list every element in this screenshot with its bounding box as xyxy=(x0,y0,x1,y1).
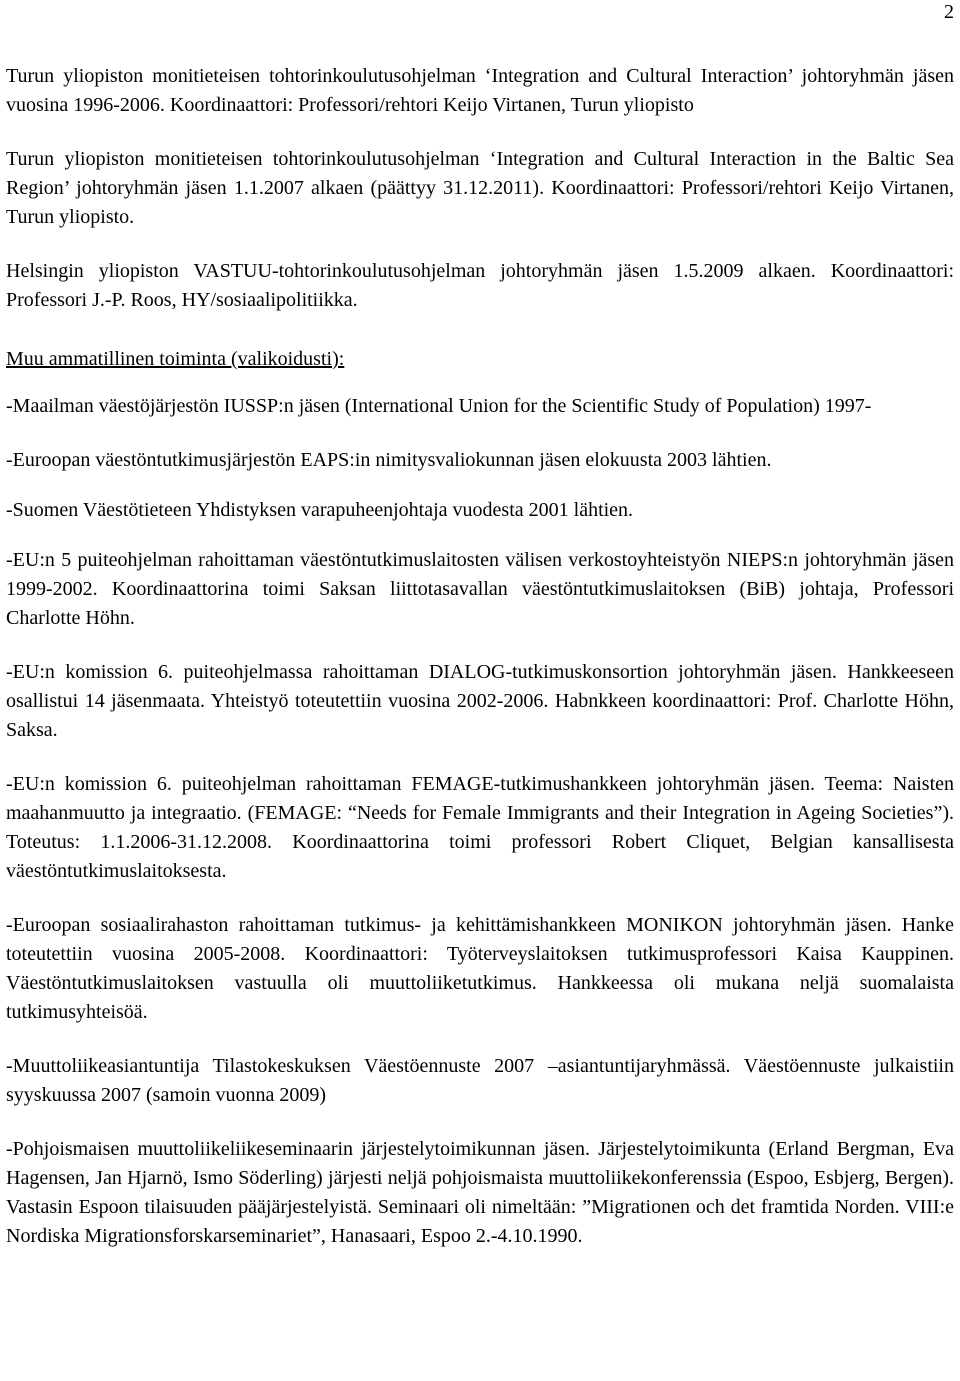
activity-entry: -Suomen Väestötieteen Yhdistyksen varapuheenjohtaja vuodesta 2001 lähtien. xyxy=(6,499,634,521)
activity-entry: -Maailman väestöjärjestön IUSSP:n jäsen (International Union for the Scientific Study of Population) 1997- xyxy=(6,395,872,417)
activity-entry: -EU:n 5 puiteohjelman rahoittaman väestöntutkimuslaitosten välisen verkostoyhteistyön NIEPS:n johtoryhmän jäsen 1999-2002. Koordinaattorina toimi Saksan liittotasavallan väestöntutkimuslaitoksen (BiB) johtaja, Professori Charlotte Höhn. xyxy=(6,549,954,629)
activity-entry: -Pohjoismaisen muuttoliikeliikeseminaarin järjestelytoimikunnan jäsen. Järjestelytoimikunta (Erland Bergman, Eva Hagensen, Jan Hjarnö, Ismo Söderling) järjesti neljä pohjoismaista muuttoliikekonferenssia (Espoo, Esbjerg, Bergen). Vastasin Espoon tilaisuuden pääjärjestelyistä. Seminaari oli nimeltään: ”Migrationen och det framtida Norden. VIII:e Nordiska Migrationsforskarseminariet”, Hanasaari, Espoo 2.-4.10.1990. xyxy=(6,1138,954,1247)
section-heading: Muu ammatillinen toiminta (valikoidusti): xyxy=(6,348,345,370)
activity-entry: -EU:n komission 6. puiteohjelman rahoittaman FEMAGE-tutkimushankkeen johtoryhmän jäsen. Teema: Naisten maahanmuutto ja integraatio. (FEMAGE: “Needs for Female Immigrants and their Integration in Ageing Societies”). Toteutus: 1.1.2006-31.12.2008. Koordinaattorina toimi professori Robert Cliquet, Belgian kansallisesta väestöntutkimuslaitoksesta. xyxy=(6,773,954,882)
activity-entry: -Muuttoliikeasiantuntija Tilastokeskuksen Väestöennuste 2007 –asiantuntijaryhmässä. Väestöennuste julkaistiin syyskuussa 2007 (samoin vuonna 2009) xyxy=(6,1055,954,1106)
position-paragraph: Helsingin yliopiston VASTUU-tohtorinkoulutusohjelman johtoryhmän jäsen 1.5.2009 alkaen. Koordinaattori: Professori J.-P. Roos, HY/sosiaalipolitiikka. xyxy=(6,260,954,311)
activity-entry: -Euroopan sosiaalirahaston rahoittaman tutkimus- ja kehittämishankkeen MONIKON johtoryhmän jäsen. Hanke toteutettiin vuosina 2005-2008. Koordinaattori: Työterveyslaitoksen tutkimusprofessori Kaisa Kauppinen. Väestöntutkimuslaitoksen vastuulla oli muuttoliiketutkimus. Hankkeessa oli mukana neljä suomalaista tutkimusyhteisöä. xyxy=(6,914,954,1023)
activity-entry: -Euroopan väestöntutkimusjärjestön EAPS:in nimitysvaliokunnan jäsen elokuusta 2003 lähtien. xyxy=(6,449,772,471)
activity-entry: -EU:n komission 6. puiteohjelmassa rahoittaman DIALOG-tutkimuskonsortion johtoryhmän jäsen. Hankkeeseen osallistui 14 jäsenmaata. Yhteistyö toteutettiin vuosina 2002-2006. Habnkkeen koordinaattori: Prof. Charlotte Höhn, Saksa. xyxy=(6,661,954,741)
page-number: 2 xyxy=(944,1,954,23)
document-body xyxy=(6,62,954,1276)
position-paragraph: Turun yliopiston monitieteisen tohtorinkoulutusohjelman ‘Integration and Cultural Interaction in the Baltic Sea Region’ johtoryhmän jäsen 1.1.2007 alkaen (päättyy 31.12.2011). Koordinaattori: Professori/rehtori Keijo Virtanen, Turun yliopisto. xyxy=(6,148,954,228)
position-paragraph: Turun yliopiston monitieteisen tohtorinkoulutusohjelman ‘Integration and Cultural Interaction’ johtoryhmän jäsen vuosina 1996-2006. Koordinaattori: Professori/rehtori Keijo Virtanen, Turun yliopisto xyxy=(6,65,954,116)
